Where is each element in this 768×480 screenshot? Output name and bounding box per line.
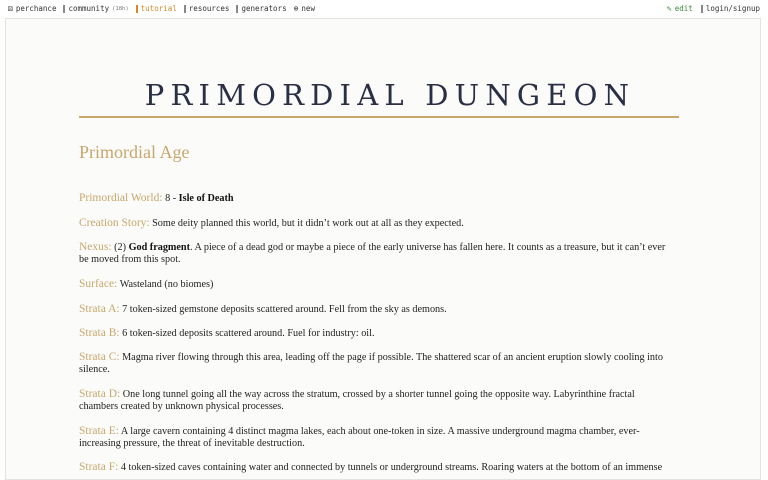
entry-label: Creation Story:	[79, 217, 150, 229]
entry-prefix: 8 -	[162, 193, 179, 204]
entry-text: Magma river flowing through this area, leading off the page if possible. The shattered scar of an ancient eruption slowly cooling into silence.	[79, 352, 663, 375]
entry-text: Some deity planned this world, but it didn’t work out at all as they expected.	[149, 218, 464, 229]
top-nav-bar	[0, 0, 768, 17]
separator-icon	[136, 5, 138, 13]
entry-label: Nexus:	[79, 241, 112, 253]
nav-label: perchance	[15, 4, 57, 13]
nav-label: tutorial	[140, 4, 177, 13]
nav-generators[interactable]	[236, 4, 286, 13]
entry-label: Strata D:	[79, 388, 121, 400]
title-divider	[79, 116, 679, 118]
entry-label: Primordial World:	[79, 192, 163, 204]
nav-community[interactable]	[63, 4, 128, 13]
nav-perchance[interactable]	[8, 4, 56, 13]
entry-item	[79, 303, 669, 316]
entry-label: Strata B:	[79, 327, 120, 339]
login-label: login/signup	[705, 4, 760, 13]
separator-icon	[701, 5, 703, 13]
entry-item	[79, 241, 669, 266]
entry-item	[79, 388, 669, 413]
entry-item	[79, 327, 669, 340]
entry-highlight: God fragment	[128, 242, 190, 253]
nav-tutorial[interactable]	[136, 4, 177, 13]
nav-new[interactable]	[294, 4, 315, 13]
entry-item	[79, 192, 669, 205]
section-heading: Primordial Age	[79, 142, 190, 162]
nav-right	[659, 4, 760, 13]
entry-label: Strata A:	[79, 303, 120, 315]
nav-label: resources	[188, 4, 230, 13]
page-title: PRIMORDIAL DUNGEON	[144, 78, 636, 112]
entry-highlight: Isle of Death	[178, 193, 234, 204]
entry-label: Surface:	[79, 278, 118, 290]
nav-left	[8, 4, 322, 13]
entry-item	[79, 461, 669, 474]
dice-icon: ⚄	[8, 3, 13, 13]
entry-label: Strata C:	[79, 351, 120, 363]
separator-icon	[63, 5, 65, 13]
community-activity: (18h)	[112, 5, 129, 12]
nav-label: community	[68, 4, 110, 13]
entry-item	[79, 278, 669, 291]
entry-text: 7 token-sized gemstone deposits scattered around. Fell from the sky as demons.	[119, 304, 447, 315]
entry-label: Strata F:	[79, 461, 119, 473]
login-signup-link[interactable]	[701, 4, 760, 13]
plus-circle-icon: ⊕	[293, 3, 299, 13]
entry-text: Wasteland (no biomes)	[117, 279, 214, 290]
entry-text: . A piece of a dead god or maybe a piece of the early universe has fallen here. It counts as a treasure, but it can’t ever be moved from this spot.	[79, 242, 666, 265]
entry-item	[79, 351, 669, 376]
edit-button[interactable]	[667, 4, 693, 13]
nav-label: new	[301, 4, 315, 13]
separator-icon	[184, 5, 186, 13]
separator-icon	[236, 5, 238, 13]
entry-item	[79, 425, 669, 450]
pencil-icon: ✎	[666, 3, 672, 13]
nav-label: generators	[241, 4, 287, 13]
entry-label: Strata E:	[79, 425, 119, 437]
nav-resources[interactable]	[184, 4, 230, 13]
entry-text: One long tunnel going all the way across the stratum, crossed by a shorter tunnel going the opposite way. Labyrinthine fractal chambers created by unknown physical processes.	[79, 389, 635, 412]
entry-item	[79, 217, 669, 230]
entry-text: A large cavern containing 4 distinct magma lakes, each about one-token in size. A massive underground magma chamber, ever-increasing pressure, the threat of inevitable destruction.	[79, 426, 640, 449]
entry-text: 6 token-sized deposits scattered around. Fuel for industry: oil.	[119, 328, 375, 339]
edit-label: edit	[674, 4, 693, 13]
entry-text: 4 token-sized caves containing water and connected by tunnels or underground streams. Roaring waters at the bottom of an immense	[118, 462, 663, 473]
entry-prefix: (2)	[111, 242, 129, 253]
